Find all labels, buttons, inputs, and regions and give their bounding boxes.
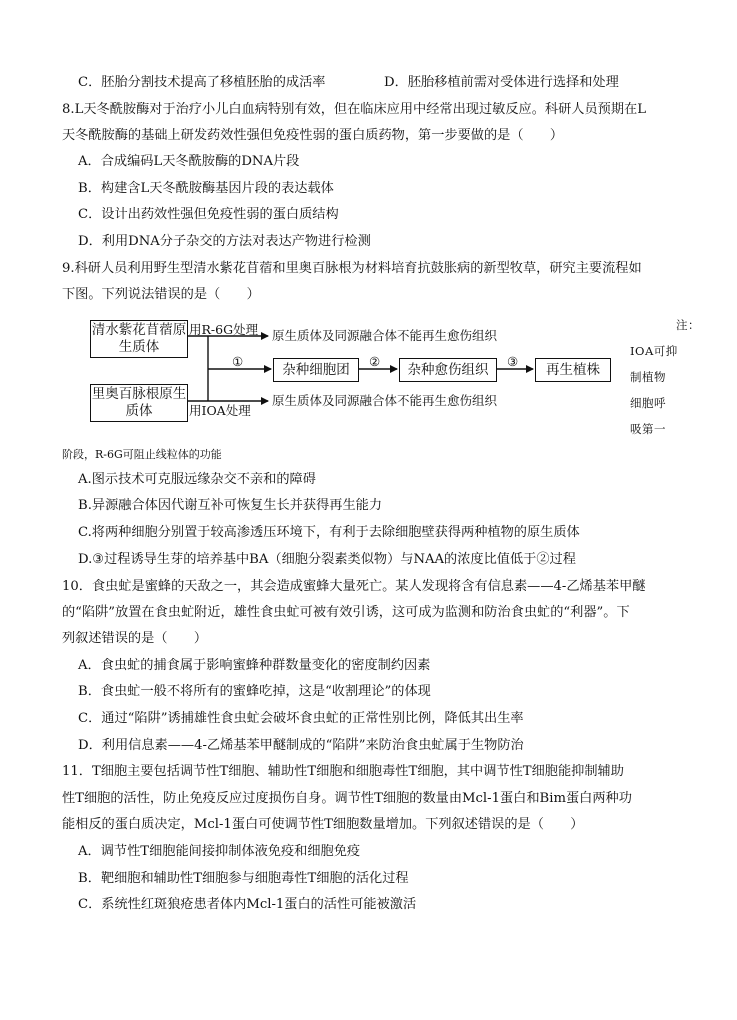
q7-option-d: D．胚胎移植前需对受体进行选择和处理 <box>384 75 619 90</box>
q11-option-a: A．调节性T细胞能间接抑制体液免疫和细胞免疫 <box>78 844 361 859</box>
step-3-marker: ③ <box>507 354 519 369</box>
box-hybrid-cell-mass: 杂种细胞团 <box>273 358 359 382</box>
result-top: 原生质体及同源融合体不能再生愈伤组织 <box>272 328 498 343</box>
box-alfalfa-protoplast: 清水紫花苜蓿原生质体 <box>90 320 188 358</box>
note-line-3: 制植物 <box>630 370 666 384</box>
box-trefoil-protoplast: 里奥百脉根原生质体 <box>90 384 188 422</box>
q11-stem-line1: 11．T细胞主要包括调节性T细胞、辅助性T细胞和细胞毒性T细胞，其中调节性T细胞能抑制辅助 <box>62 764 624 779</box>
q8-option-a: A．合成编码L天冬酰胺酶的DNA片段 <box>78 154 300 169</box>
q10-option-c: C．通过“陷阱”诱捕雄性食虫虻会破坏食虫虻的正常性别比例，降低其出生率 <box>78 711 524 726</box>
q9-stem-line2: 下图。下列说法错误的是（ ） <box>62 287 260 302</box>
q8-option-b: B．构建含L天冬酰胺酶基因片段的表达载体 <box>78 181 334 196</box>
step-1-marker: ① <box>232 354 244 369</box>
step-2-marker: ② <box>369 354 381 369</box>
q11-option-b: B．靶细胞和辅助性T细胞参与细胞毒性T细胞的活化过程 <box>78 871 409 886</box>
box-regenerated-plant: 再生植株 <box>535 358 611 382</box>
q10-stem-line2: 的“陷阱”放置在食虫虻附近，雄性食虫虻可被有效引诱，这可成为监测和防治食虫虻的“利器”。下 <box>62 605 630 620</box>
q9-option-a: A.图示技术可克服远缘杂交不亲和的障碍 <box>78 472 316 487</box>
q7-option-c: C．胚胎分割技术提高了移植胚胎的成活率 <box>78 75 326 90</box>
note-line-5: 吸第一 <box>630 422 666 436</box>
q10-stem-line1: 10．食虫虻是蜜蜂的天敌之一，其会造成蜜蜂大量死亡。某人发现将含有信息素——4-乙烯基苯甲醚 <box>62 579 646 594</box>
note-line-2: IOA可抑 <box>630 344 678 358</box>
box-hybrid-callus: 杂种愈伤组织 <box>399 358 497 382</box>
q8-option-c: C．设计出药效性强但免疫性弱的蛋白质结构 <box>78 207 339 222</box>
q9-stem-line1: 9.科研人员利用野生型清水紫花苜蓿和里奥百脉根为材料培育抗鼓胀病的新型牧草，研究主要流程如 <box>62 261 642 276</box>
q11-stem-line3: 能相反的蛋白质决定，Mcl-1蛋白可使调节性T细胞数量增加。下列叙述错误的是（ ） <box>62 817 584 832</box>
q11-stem-line2: 性T细胞的活性，防止免疫反应过度损伤自身。调节性T细胞的数量由Mcl-1蛋白和Bim蛋白两种功 <box>62 791 632 806</box>
q11-option-c: C．系统性红斑狼疮患者体内Mcl-1蛋白的活性可能被激活 <box>78 897 417 912</box>
note-line-1: 注： <box>676 318 700 332</box>
note-line-4: 细胞呼 <box>630 396 666 410</box>
q10-option-d: D．利用信息素——4-乙烯基苯甲醚制成的“陷阱”来防治食虫虻属于生物防治 <box>78 738 524 753</box>
q8-stem-line2: 天冬酰胺酶的基础上研发药效性强但免疫性弱的蛋白质药物，第一步要做的是（ ） <box>62 128 564 143</box>
result-bottom: 原生质体及同源融合体不能再生愈伤组织 <box>272 393 498 408</box>
label-ioa: 用IOA处理 <box>189 403 251 418</box>
label-r6g: 用R-6G处理 <box>189 322 259 337</box>
q9-option-d: D.③过程诱导生芽的培养基中BA（细胞分裂素类似物）与NAA的浓度比值低于②过程 <box>78 552 576 567</box>
q10-option-a: A．食虫虻的捕食属于影响蜜蜂种群数量变化的密度制约因素 <box>78 658 431 673</box>
q10-stem-line3: 列叙述错误的是（ ） <box>62 631 208 646</box>
q8-option-d: D．利用DNA分子杂交的方法对表达产物进行检测 <box>78 234 371 249</box>
q10-option-b: B．食虫虻一般不将所有的蜜蜂吃掉，这是“收割理论”的体现 <box>78 684 431 699</box>
q8-stem-line1: 8.L天冬酰胺酶对于治疗小儿白血病特别有效，但在临床应用中经常出现过敏反应。科研人员预期在L <box>62 102 646 117</box>
q9-option-b: B.异源融合体因代谢互补可恢复生长并获得再生能力 <box>78 498 383 513</box>
note-tail: 阶段，R-6G可阻止线粒体的功能 <box>62 448 222 461</box>
q9-option-c: C.将两种细胞分别置于较高渗透压环境下，有利于去除细胞壁获得两种植物的原生质体 <box>78 525 580 540</box>
